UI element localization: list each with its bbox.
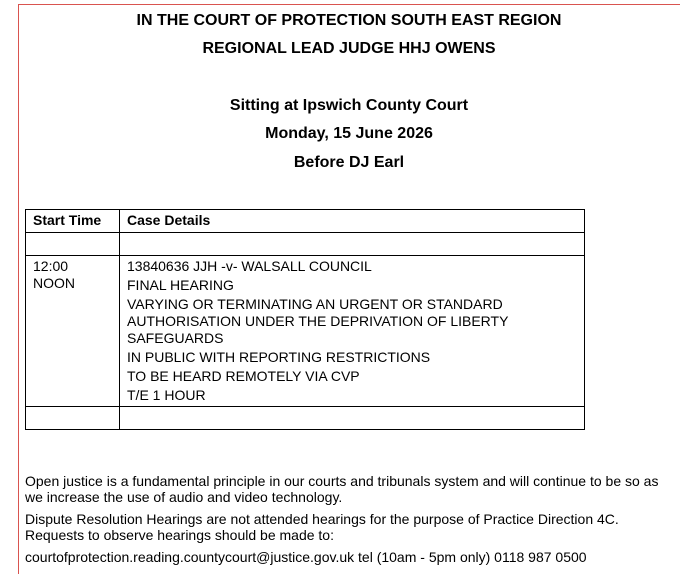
start-time-cell: [26, 256, 120, 407]
hearing-mode: TO BE HEARD REMOTELY VIA CVP: [127, 368, 360, 384]
sitting-date: Monday, 15 June 2026: [265, 125, 433, 142]
hearing-access: IN PUBLIC WITH REPORTING RESTRICTIONS: [127, 349, 431, 365]
hearing-subject: AUTHORISATION UNDER THE DEPRIVATION OF LIBERTY: [127, 313, 509, 329]
hearing-subject: VARYING OR TERMINATING AN URGENT OR STANDARD: [127, 296, 503, 312]
table-row: [26, 256, 585, 407]
case-details-cell: [120, 256, 585, 407]
hearing-type: FINAL HEARING: [127, 277, 234, 293]
court-heading: IN THE COURT OF PROTECTION SOUTH EAST REGION: [136, 12, 562, 29]
open-justice-notice: Open justice is a fundamental principle in our courts and tribunals system and will continue to be so as we increase the use of audio and video technology.: [25, 473, 659, 505]
time-estimate: T/E 1 HOUR: [127, 387, 206, 403]
sitting-location: Sitting at Ipswich County Court: [229, 97, 469, 114]
hearing-list-table: [25, 209, 585, 430]
start-time-suffix: NOON: [33, 275, 75, 291]
presiding-judge: Before DJ Earl: [293, 154, 405, 171]
column-header-start-time: Start Time: [26, 210, 120, 233]
case-number-and-parties: 13840636 JJH -v- WALSALL COUNCIL: [127, 258, 372, 274]
empty-cell: [120, 407, 585, 430]
empty-cell: [26, 233, 120, 256]
judge-heading: REGIONAL LEAD JUDGE HHJ OWENS: [202, 40, 496, 57]
start-time: 12:00: [33, 258, 69, 274]
contact-details: courtofprotection.reading.countycourt@justice.gov.uk tel (10am - 5pm only) 0118 987 0500: [25, 549, 587, 565]
table-header-row: [26, 210, 585, 233]
page-border-left: [18, 4, 19, 574]
empty-cell: [120, 233, 585, 256]
dispute-resolution-notice: Dispute Resolution Hearings are not attended hearings for the purpose of Practice Direction 4C. Requests to observe hearings should be made to:: [25, 511, 619, 543]
table-row-empty: [26, 407, 585, 430]
hearing-subject: SAFEGUARDS: [127, 330, 224, 346]
column-header-case-details: Case Details: [120, 210, 585, 233]
table-row-empty: [26, 233, 585, 256]
page-border-top: [18, 4, 680, 5]
empty-cell: [26, 407, 120, 430]
